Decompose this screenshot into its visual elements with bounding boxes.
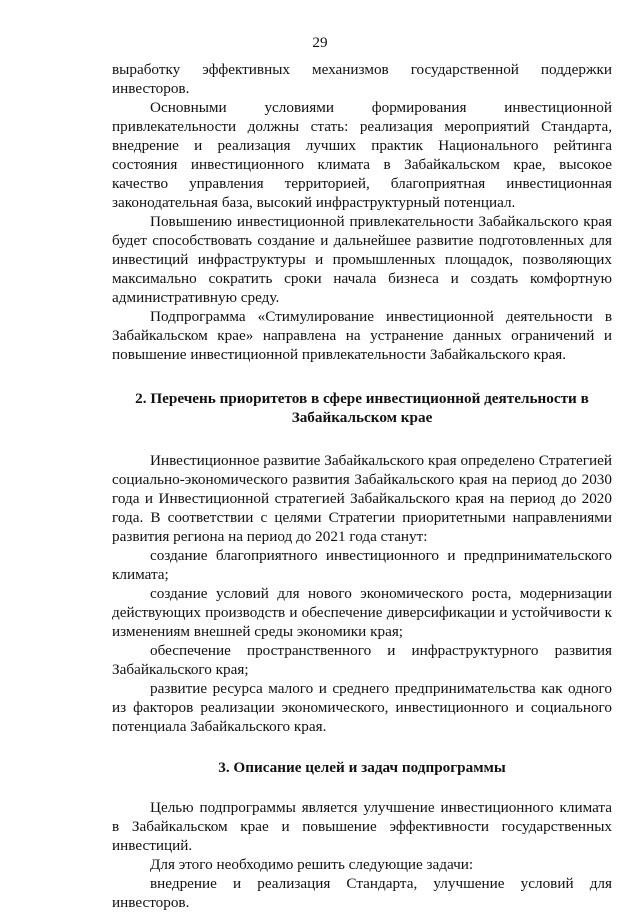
section-3-paragraph: Целью подпрограммы является улучшение инвестиционного климата в Забайкальском крае и повышение эффективности государственных инвестиций. — [112, 799, 612, 854]
section-3-heading: 3. Описание целей и задач подпрограммы — [218, 759, 506, 776]
paragraph-conditions: Основными условиями формирования инвестиционной привлекательности должны стать: реализация мероприятий Стандарта, внедрение и реализация лучших практик Национального рейтинга состояния инвестиционного климата в Забайкальском крае, высокое качество управления территорией, благоприятная инвестиционная законодательная база, высокий инфраструктурный потенциал. — [112, 99, 612, 211]
section-3-paragraph: Для этого необходимо решить следующие задачи: — [150, 856, 474, 873]
paragraph-continuation: выработку эффективных механизмов государственной поддержки инвесторов. — [112, 61, 612, 97]
priority-item: обеспечение пространственного и инфраструктурного развития Забайкальского края; — [112, 642, 612, 678]
page-body — [112, 60, 612, 912]
priority-item: создание условий для нового экономического роста, модернизации действующих производств и обеспечение диверсификации и устойчивости к изменениям внешней среды экономики края; — [112, 585, 612, 640]
priority-item: развитие ресурса малого и среднего предпринимательства как одного из факторов реализации экономического, инвестиционного и социального потенциала Забайкальского края. — [112, 680, 612, 735]
task-item: внедрение и реализация Стандарта, улучшение условий для инвесторов. — [112, 875, 612, 911]
section-2-paragraph: Инвестиционное развитие Забайкальского края определено Стратегией социально-экономического развития Забайкальского края на период до 2030 года и Инвестиционной стратегией Забайкальского края на период до 2020 года. В соответствии с целями Стратегии приоритетными направлениями развития региона на период до 2021 года станут: — [112, 452, 612, 545]
paragraph-attractiveness: Повышению инвестиционной привлекательности Забайкальского края будет способствовать создание и дальнейшее развитие подготовленных для инвестиций инфраструктуры и промышленных площадок, позволяющих максимально сократить сроки начала бизнеса и создать комфортную административную среду. — [112, 213, 612, 306]
paragraph-subprogram: Подпрограмма «Стимулирование инвестиционной деятельности в Забайкальском крае» направлена на устранение данных ограничений и повышение инвестиционной привлекательности Забайкальского края. — [112, 308, 612, 363]
priority-item: создание благоприятного инвестиционного и предпринимательского климата; — [112, 547, 612, 583]
page-number: 29 — [312, 34, 328, 51]
section-2-heading: 2. Перечень приоритетов в сфере инвестиционной деятельности в Забайкальском крае — [135, 390, 589, 426]
